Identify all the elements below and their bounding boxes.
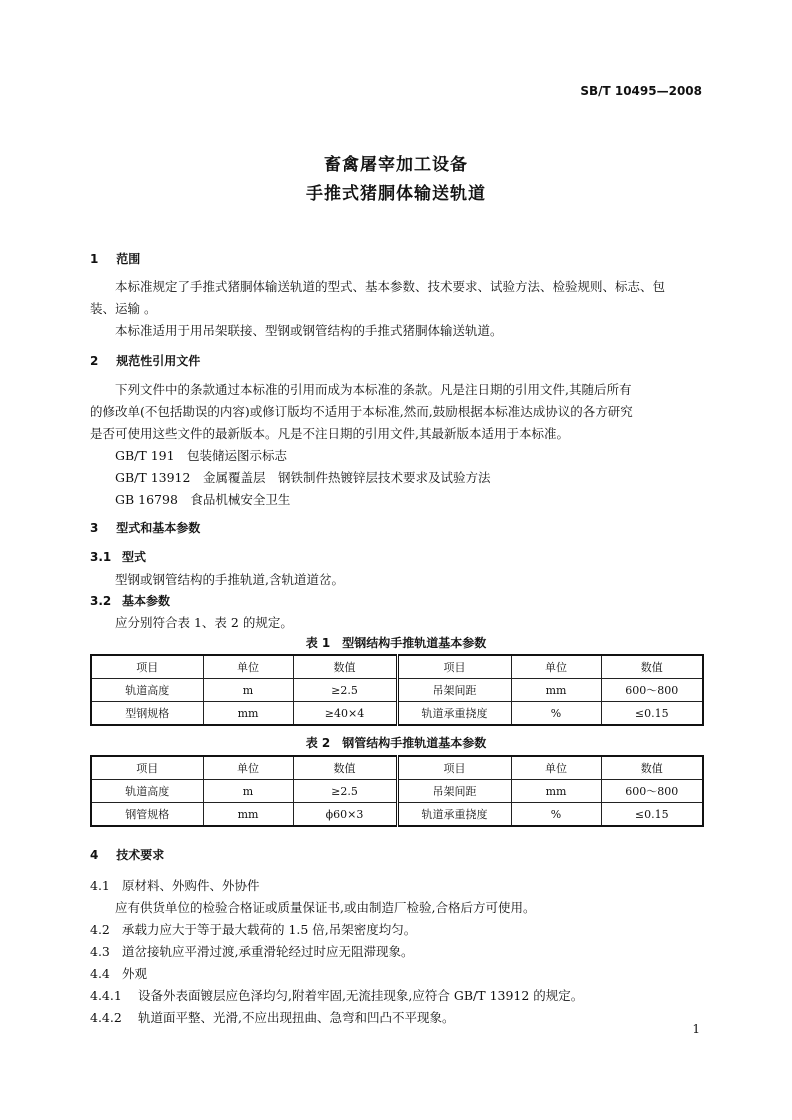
table-header-row (91, 655, 703, 679)
section-4-4-1: 4.4.1 设备外表面镀层应色泽均匀,附着牢固,无流挂现象,应符合 GB/T 13912 的规定。 (90, 988, 584, 1003)
table-header-cell: 项目 (397, 756, 511, 780)
table-cell: 轨道高度 (91, 780, 203, 803)
doc-title-line2: 手推式猪胴体输送轨道 (306, 184, 486, 204)
table-2-caption: 表 2 钢管结构手推轨道基本参数 (305, 736, 487, 750)
section-4-heading: 4 技术要求 (90, 848, 165, 862)
section-4-4-2: 4.4.2 轨道面平整、光滑,不应出现扭曲、急弯和凹凸不平现象。 (90, 1010, 455, 1025)
table-header-cell: 项目 (91, 655, 203, 679)
table-1 (90, 654, 704, 726)
table-header-cell: 单位 (511, 655, 601, 679)
table-cell: m (203, 780, 293, 803)
section-3-1-text: 型钢或钢管结构的手推轨道,含轨道道岔。 (115, 572, 344, 587)
table-cell: ≥40×4 (293, 702, 397, 726)
table-header-cell: 数值 (293, 756, 397, 780)
section-4-4-heading: 4.4 外观 (90, 966, 147, 981)
table-row (91, 780, 703, 803)
table-header-cell: 数值 (293, 655, 397, 679)
table-header-cell: 项目 (91, 756, 203, 780)
table-cell: ≤0.15 (601, 702, 703, 726)
section-2-para-line2: 的修改单(不包括勘误的内容)或修订版均不适用于本标准,然而,鼓励根据本标准达成协议的各方研究 (90, 404, 633, 419)
section-2-heading: 2 规范性引用文件 (90, 354, 201, 368)
table-row (91, 803, 703, 827)
table-cell: 吊架间距 (397, 679, 511, 702)
table-cell: % (511, 803, 601, 827)
table-header-cell: 单位 (203, 756, 293, 780)
table-row (91, 679, 703, 702)
section-4-2: 4.2 承载力应大于等于最大载荷的 1.5 倍,吊架密度均匀。 (90, 922, 417, 937)
section-2-para-line3: 是否可使用这些文件的最新版本。凡是不注日期的引用文件,其最新版本适用于本标准。 (90, 426, 569, 441)
section-1-para1-line2: 装、运输 。 (90, 301, 157, 316)
table-cell: ≥2.5 (293, 679, 397, 702)
page-number: 1 (692, 1022, 700, 1036)
table-cell: mm (203, 803, 293, 827)
doc-title-line1: 畜禽屠宰加工设备 (324, 155, 468, 175)
section-1-para1-line1: 本标准规定了手推式猪胴体输送轨道的型式、基本参数、技术要求、试验方法、检验规则、标志、包 (115, 279, 666, 294)
table-cell: 钢管规格 (91, 803, 203, 827)
table-cell: m (203, 679, 293, 702)
section-1-heading: 1 范围 (90, 252, 141, 266)
reference-item: GB/T 191 包装储运图示标志 (115, 448, 288, 463)
table-header-cell: 单位 (511, 756, 601, 780)
table-row (91, 702, 703, 726)
section-3-2-heading: 3.2 基本参数 (90, 594, 171, 608)
table-header-row (91, 756, 703, 780)
table-header-cell: 单位 (203, 655, 293, 679)
table-header-cell: 项目 (397, 655, 511, 679)
section-3-1-heading: 3.1 型式 (90, 550, 147, 564)
section-3-heading: 3 型式和基本参数 (90, 521, 201, 535)
table-cell: ≥2.5 (293, 780, 397, 803)
table-cell: 600～800 (601, 780, 703, 803)
section-3-2-text: 应分别符合表 1、表 2 的规定。 (115, 615, 293, 630)
table-cell: mm (511, 780, 601, 803)
table-cell: 600～800 (601, 679, 703, 702)
table-cell: 型钢规格 (91, 702, 203, 726)
table-cell: 吊架间距 (397, 780, 511, 803)
reference-item: GB 16798 食品机械安全卫生 (115, 492, 291, 507)
table-cell: 轨道承重挠度 (397, 803, 511, 827)
table-cell: % (511, 702, 601, 726)
table-header-cell: 数值 (601, 655, 703, 679)
standard-code: SB/T 10495—2008 (580, 84, 702, 98)
table-header-cell: 数值 (601, 756, 703, 780)
table-cell: 轨道承重挠度 (397, 702, 511, 726)
table-2 (90, 755, 704, 827)
table-cell: ≤0.15 (601, 803, 703, 827)
section-2-para-line1: 下列文件中的条款通过本标准的引用而成为本标准的条款。凡是注日期的引用文件,其随后所有 (115, 382, 632, 397)
table-cell: ϕ60×3 (293, 803, 397, 827)
table-1-caption: 表 1 型钢结构手推轨道基本参数 (305, 636, 487, 650)
section-1-para2: 本标准适用于用吊架联接、型钢或钢管结构的手推式猪胴体输送轨道。 (115, 323, 503, 338)
section-4-1-text: 应有供货单位的检验合格证或质量保证书,或由制造厂检验,合格后方可使用。 (115, 900, 536, 915)
section-4-1-heading: 4.1 原材料、外购件、外协件 (90, 878, 260, 893)
table-cell: mm (511, 679, 601, 702)
section-4-3: 4.3 道岔接轨应平滑过渡,承重滑轮经过时应无阻滞现象。 (90, 944, 414, 959)
table-cell: mm (203, 702, 293, 726)
reference-item: GB/T 13912 金属覆盖层 钢铁制件热镀锌层技术要求及试验方法 (115, 470, 491, 485)
table-cell: 轨道高度 (91, 679, 203, 702)
